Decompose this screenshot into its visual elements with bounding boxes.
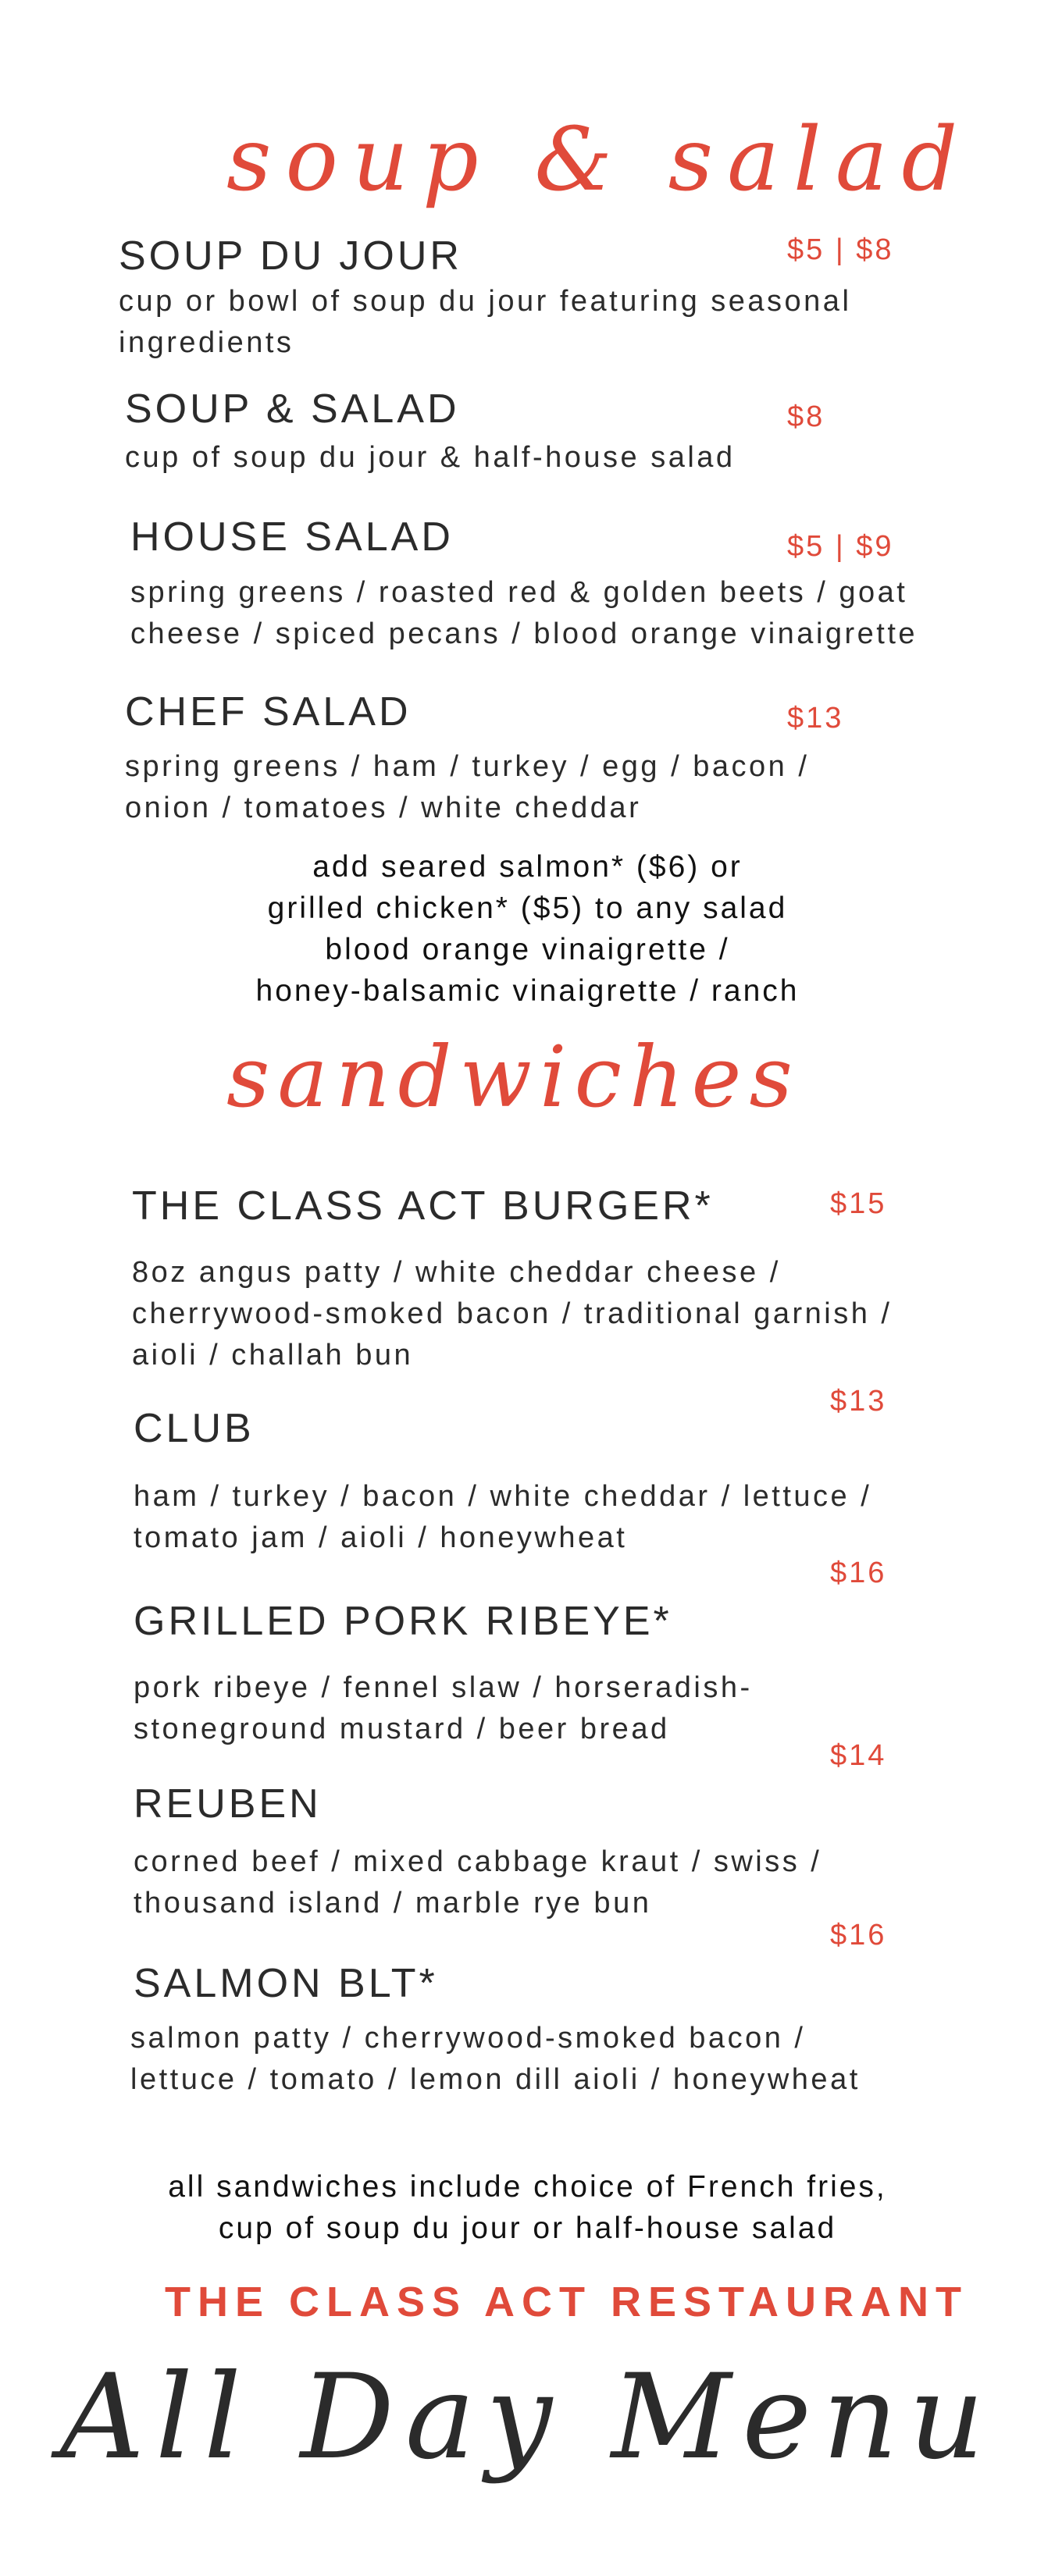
item-price: $13 xyxy=(830,1385,887,1418)
item-description xyxy=(132,1252,892,1376)
note-line: cup of soup du jour or half-house salad xyxy=(218,2211,837,2245)
note-line: blood orange vinaigrette / xyxy=(325,933,730,966)
note-line: honey-balsamic vinaigrette / ranch xyxy=(255,974,800,1008)
desc-line: cheese / spiced pecans / blood orange vinaigrette xyxy=(130,617,918,650)
item-description xyxy=(134,1667,753,1750)
item-name: GRILLED PORK RIBEYE* xyxy=(134,1599,672,1644)
desc-line: spring greens / ham / turkey / egg / bacon / xyxy=(125,750,810,783)
desc-line: onion / tomatoes / white cheddar xyxy=(125,792,642,824)
item-name: SOUP & SALAD xyxy=(125,386,460,432)
desc-line: cherrywood-smoked bacon / traditional garnish / xyxy=(132,1297,893,1330)
item-name: REUBEN xyxy=(134,1781,322,1827)
desc-line: tomato jam / aioli / honeywheat xyxy=(134,1521,628,1554)
sandwich-sides-note xyxy=(0,2166,1055,2249)
desc-line: thousand island / marble rye bun xyxy=(134,1887,652,1920)
soup-salad-heading: soup & salad xyxy=(226,109,972,211)
note-line: grilled chicken* ($5) to any salad xyxy=(267,891,788,925)
item-name: SALMON BLT* xyxy=(134,1961,438,2006)
item-price: $13 xyxy=(787,702,844,735)
item-description xyxy=(130,2018,861,2101)
desc-line: ingredients xyxy=(119,326,294,359)
item-price: $16 xyxy=(830,1919,887,1952)
item-name: SOUP DU JOUR xyxy=(119,233,462,279)
item-name: CHEF SALAD xyxy=(125,689,412,735)
desc-line: cup of soup du jour & half-house salad xyxy=(125,441,736,474)
note-line: add seared salmon* ($6) or xyxy=(312,850,743,884)
desc-line: cup or bowl of soup du jour featuring seasonal xyxy=(119,285,852,318)
item-description xyxy=(134,1841,822,1924)
item-price: $5 | $9 xyxy=(787,530,894,563)
sandwiches-heading: sandwiches xyxy=(226,1029,800,1126)
item-price: $14 xyxy=(830,1739,887,1772)
item-name: THE CLASS ACT BURGER* xyxy=(132,1183,714,1229)
desc-line: ham / turkey / bacon / white cheddar / lettuce / xyxy=(134,1480,872,1513)
note-line: all sandwiches include choice of French fries, xyxy=(168,2170,887,2204)
item-price: $16 xyxy=(830,1557,887,1589)
desc-line: 8oz angus patty / white cheddar cheese / xyxy=(132,1256,781,1289)
item-price: $15 xyxy=(830,1187,887,1220)
menu-title: All Day Menu xyxy=(59,2350,996,2485)
item-description xyxy=(125,437,736,479)
item-name: CLUB xyxy=(134,1406,255,1451)
item-name: HOUSE SALAD xyxy=(130,514,454,560)
desc-line: spring greens / roasted red & golden beets / goat xyxy=(130,576,908,609)
item-description xyxy=(125,746,809,829)
desc-line: stoneground mustard / beer bread xyxy=(134,1713,670,1745)
desc-line: salmon patty / cherrywood-smoked bacon / xyxy=(130,2022,806,2055)
item-description xyxy=(130,572,918,655)
desc-line: corned beef / mixed cabbage kraut / swiss / xyxy=(134,1845,822,1878)
restaurant-name: THE CLASS ACT RESTAURANT xyxy=(165,2279,968,2325)
item-description xyxy=(119,281,851,364)
desc-line: lettuce / tomato / lemon dill aioli / honeywheat xyxy=(130,2063,861,2096)
item-price: $5 | $8 xyxy=(787,233,894,266)
salad-addons-note xyxy=(0,846,1055,1012)
desc-line: pork ribeye / fennel slaw / horseradish- xyxy=(134,1671,753,1704)
item-description xyxy=(134,1476,871,1559)
desc-line: aioli / challah bun xyxy=(132,1339,414,1372)
item-price: $8 xyxy=(787,400,825,433)
